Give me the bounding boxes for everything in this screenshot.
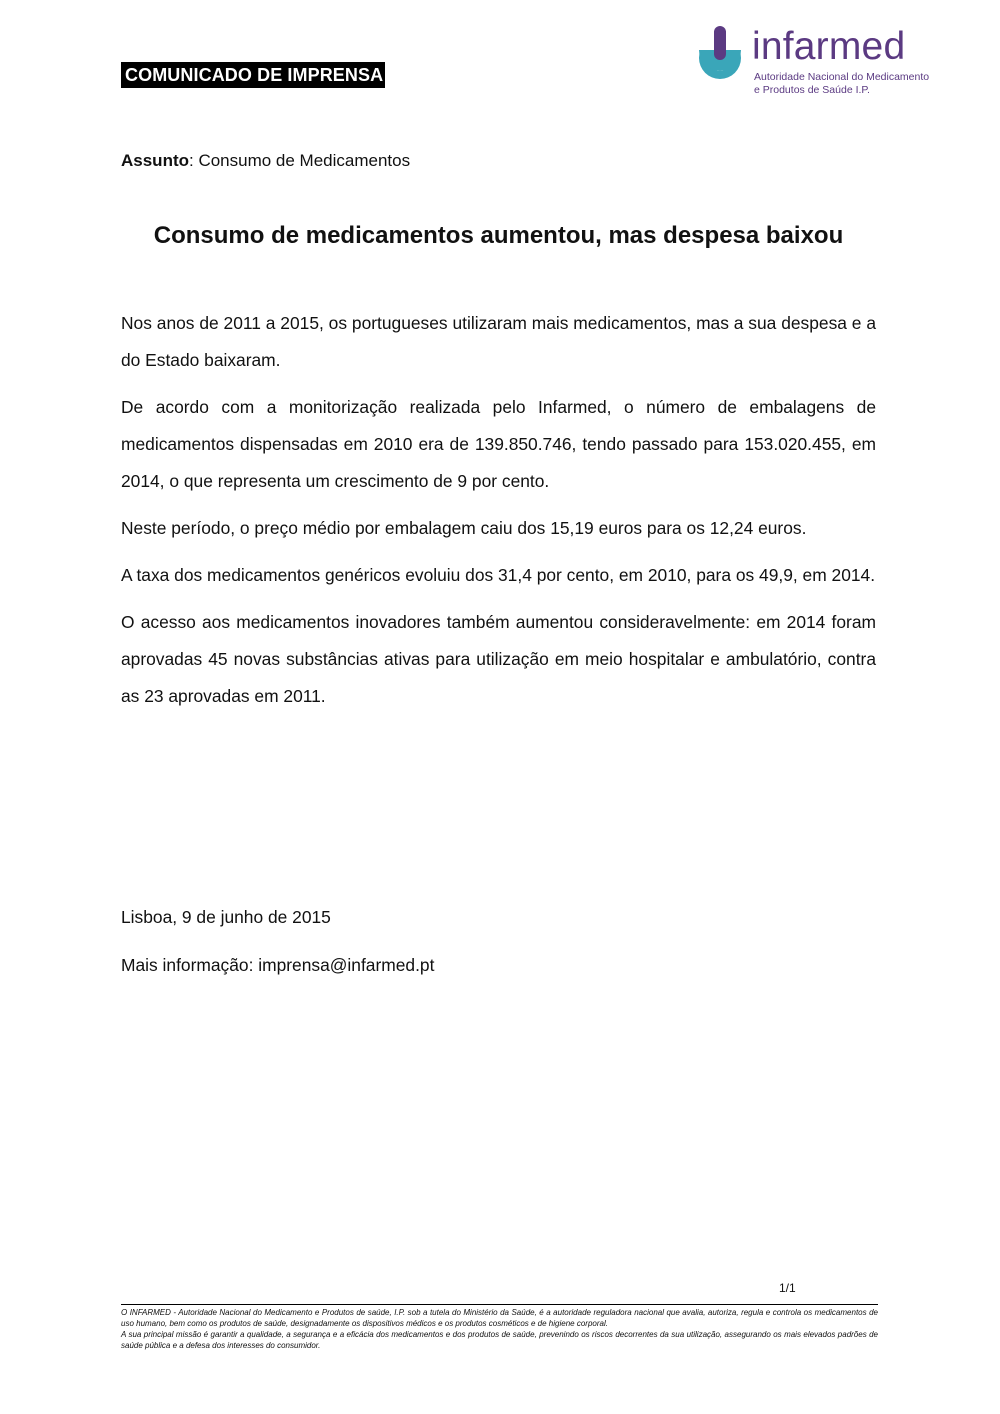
logo-subtitle bbox=[754, 71, 929, 97]
footer-line-1: O INFARMED - Autoridade Nacional do Medicamento e Produtos de saúde, I.P. sob a tutela do Ministério da Saúde, é a autoridade reguladora nacional que avalia, autoriza, regula e controla os medicamentos de uso humano, bem como os produtos de saúde, designadamente os dispositivos médicos e os produtos cosméticos e de higiene corporal. bbox=[121, 1308, 878, 1328]
paragraph-2: De acordo com a monitorização realizada pelo Infarmed, o número de embalagens de medicamentos dispensadas em 2010 era de 139.850.746, tendo passado para 153.020.455, em 2014, o que representa um crescimento de 9 por cento. bbox=[121, 397, 876, 491]
logo-subtitle-line-2: e Produtos de Saúde I.P. bbox=[754, 84, 870, 96]
infarmed-logo-mark-icon bbox=[694, 26, 746, 80]
paragraph-4: A taxa dos medicamentos genéricos evoluiu dos 31,4 por cento, em 2010, para os 49,9, em 2014. bbox=[121, 565, 876, 585]
headline: Consumo de medicamentos aumentou, mas despesa baixou bbox=[153, 222, 844, 249]
page-number: 1/1 bbox=[779, 1281, 796, 1295]
paragraph-1: Nos anos de 2011 a 2015, os portugueses utilizaram mais medicamentos, mas a sua despesa e a do Estado baixaram. bbox=[121, 313, 876, 370]
subject-line bbox=[121, 150, 410, 172]
footer-divider bbox=[121, 1304, 878, 1305]
footer-disclaimer bbox=[121, 1307, 878, 1351]
logo-wordmark: infarmed bbox=[752, 25, 906, 68]
logo-subtitle-line-1: Autoridade Nacional do Medicamento bbox=[754, 71, 930, 83]
footer-line-2: A sua principal missão é garantir a qualidade, a segurança e a eficácia dos medicamentos e dos produtos de saúde, prevenindo os riscos decorrentes da sua utilização, assegurando os mais elevados padrões de saúde pública e a defesa dos interesses do consumidor. bbox=[121, 1330, 878, 1350]
press-release-label: COMUNICADO DE IMPRENSA bbox=[121, 62, 385, 88]
contact-info: Mais informação: imprensa@infarmed.pt bbox=[121, 955, 435, 975]
subject-label: Assunto bbox=[121, 151, 189, 170]
closing-block bbox=[121, 902, 434, 998]
paragraph-5: O acesso aos medicamentos inovadores também aumentou consideravelmente: em 2014 foram aprovadas 45 novas substâncias ativas para utilização em meio hospitalar e ambulatório, contra as 23 aprovadas em 2011. bbox=[121, 612, 876, 706]
subject-value: : Consumo de Medicamentos bbox=[189, 151, 411, 170]
paragraph-3: Neste período, o preço médio por embalagem caiu dos 15,19 euros para os 12,24 euros. bbox=[121, 518, 807, 538]
infarmed-logo bbox=[694, 24, 930, 104]
place-date: Lisboa, 9 de junho de 2015 bbox=[121, 907, 331, 927]
body-text bbox=[121, 305, 876, 725]
